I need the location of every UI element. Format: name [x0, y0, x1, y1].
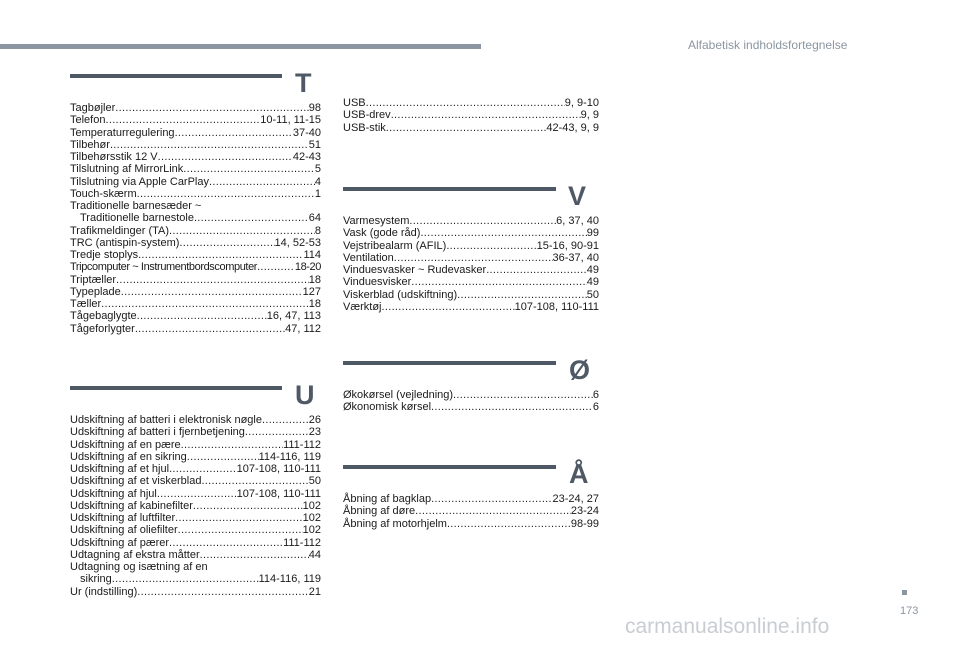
- section-rule: [343, 361, 556, 365]
- index-entry: Temperaturregulering ..... 37-40: [70, 127, 321, 139]
- index-entry: Tilslutning via Apple CarPlay ..... 4: [70, 176, 321, 188]
- index-entry: Traditionelle barnesæder ~: [70, 200, 202, 212]
- section-letter: Ø: [569, 355, 591, 385]
- index-entry: Udskiftning af kabinefilter ..... 102: [70, 500, 321, 512]
- section-u: [70, 380, 321, 598]
- section-rule: [70, 386, 282, 390]
- entry-list: [70, 414, 321, 598]
- index-entry: Tripcomputer ~ Instrumentbordscomputer ..... 18-20: [70, 261, 321, 273]
- index-entry: Viskerblad (udskiftning) ..... 50: [343, 289, 599, 301]
- section-header: [343, 181, 599, 211]
- section-v: [343, 181, 599, 313]
- index-entry: Tågeforlygter ..... 47, 112: [70, 323, 321, 335]
- section-letter: Å: [569, 459, 589, 489]
- entry-list: [343, 97, 599, 134]
- index-entry: Varmesystem ..... 6, 37, 40: [343, 215, 599, 227]
- index-entry: Udskiftning af en pære ..... 111-112: [70, 439, 321, 451]
- section-t: [70, 68, 321, 335]
- index-entry: Tredje stoplys ..... 114: [70, 249, 321, 261]
- end-marker: [902, 590, 907, 595]
- index-entry: Vejstribealarm (AFIL) ..... 15-16, 90-91: [343, 240, 599, 252]
- section-rule: [343, 465, 556, 469]
- index-entry: USB-stik ..... 42-43, 9, 9: [343, 122, 599, 134]
- index-entry: Tågebaglygte ..... 16, 47, 113: [70, 310, 321, 322]
- section-aa: [343, 459, 599, 530]
- index-entry: Touch-skærm ..... 1: [70, 188, 321, 200]
- watermark: carmanualsonline.info: [625, 615, 830, 638]
- section-letter: T: [295, 68, 312, 98]
- index-entry: Trafikmeldinger (TA) ..... 8: [70, 225, 321, 237]
- index-entry: Telefon ..... 10-11, 11-15: [70, 114, 321, 126]
- index-subentry: Traditionelle barnestole ..... 64: [70, 212, 321, 224]
- index-entry: Udskiftning af batteri i elektronisk nøgle ..... 26: [70, 414, 321, 426]
- index-entry: Tilbehør ..... 51: [70, 139, 321, 151]
- index-entry: Udskiftning af hjul ..... 107-108, 110-111: [70, 488, 321, 500]
- index-entry: Åbning af døre ..... 23-24: [343, 505, 599, 517]
- section-letter: U: [295, 380, 315, 410]
- index-entry: Udskiftning af et viskerblad ..... 50: [70, 475, 321, 487]
- section-header: [70, 68, 321, 98]
- index-entry: Åbning af motorhjelm ..... 98-99: [343, 518, 599, 530]
- entry-list: [343, 493, 599, 530]
- index-subentry: sikring ..... 114-116, 119: [70, 573, 321, 585]
- index-entry: Værktøj ..... 107-108, 110-111: [343, 301, 599, 313]
- section-header: [343, 459, 599, 489]
- index-entry: Tæller ..... 18: [70, 298, 321, 310]
- index-entry: USB ..... 9, 9-10: [343, 97, 599, 109]
- index-entry: Ur (indstilling) ..... 21: [70, 586, 321, 598]
- section-oe: [343, 355, 599, 414]
- index-entry: Økokørsel (vejledning) ..... 6: [343, 389, 599, 401]
- entry-list: [343, 215, 599, 313]
- section-letter: V: [568, 181, 587, 211]
- section-header: [70, 380, 321, 410]
- index-entry: Vinduesvasker ~ Rudevasker ..... 49: [343, 264, 599, 276]
- index-entry: Tagbøjler ..... 98: [70, 102, 321, 114]
- index-entry: Tilbehørsstik 12 V ..... 42-43: [70, 151, 321, 163]
- index-entry: Udskiftning af luftfilter ..... 102: [70, 512, 321, 524]
- index-entry: Triptæller ..... 18: [70, 274, 321, 286]
- index-entry: TRC (antispin-system) ..... 14, 52-53: [70, 237, 321, 249]
- section-rule: [343, 187, 556, 191]
- index-entry: Vinduesvisker ..... 49: [343, 276, 599, 288]
- index-entry: Vask (gode råd) ..... 99: [343, 227, 599, 239]
- header-bar: [0, 44, 481, 49]
- index-entry: Udtagning og isætning af en: [70, 561, 208, 573]
- section-usb: [343, 97, 599, 134]
- index-entry: Udskiftning af oliefilter ..... 102: [70, 524, 321, 536]
- index-entry: Udskiftning af et hjul ..... 107-108, 110-111: [70, 463, 321, 475]
- index-entry: Typeplade ..... 127: [70, 286, 321, 298]
- index-entry: Udskiftning af batteri i fjernbetjening ..... 23: [70, 426, 321, 438]
- index-entry: USB-drev ..... 9, 9: [343, 109, 599, 121]
- page-number: 173: [900, 605, 919, 617]
- index-entry: Udskiftning af pærer ..... 111-112: [70, 537, 321, 549]
- section-rule: [70, 74, 282, 78]
- index-entry: Åbning af bagklap ..... 23-24, 27: [343, 493, 599, 505]
- section-header: [343, 355, 599, 385]
- index-entry: Ventilation ..... 36-37, 40: [343, 252, 599, 264]
- entry-list: [343, 389, 599, 414]
- index-entry: Tilslutning af MirrorLink ..... 5: [70, 163, 321, 175]
- entry-list: [70, 102, 321, 335]
- index-entry: Udtagning af ekstra måtter ..... 44: [70, 549, 321, 561]
- index-entry: Økonomisk kørsel ..... 6: [343, 401, 599, 413]
- index-entry: Udskiftning af en sikring ..... 114-116, 119: [70, 451, 321, 463]
- page-header-title: Alfabetisk indholdsfortegnelse: [688, 38, 848, 52]
